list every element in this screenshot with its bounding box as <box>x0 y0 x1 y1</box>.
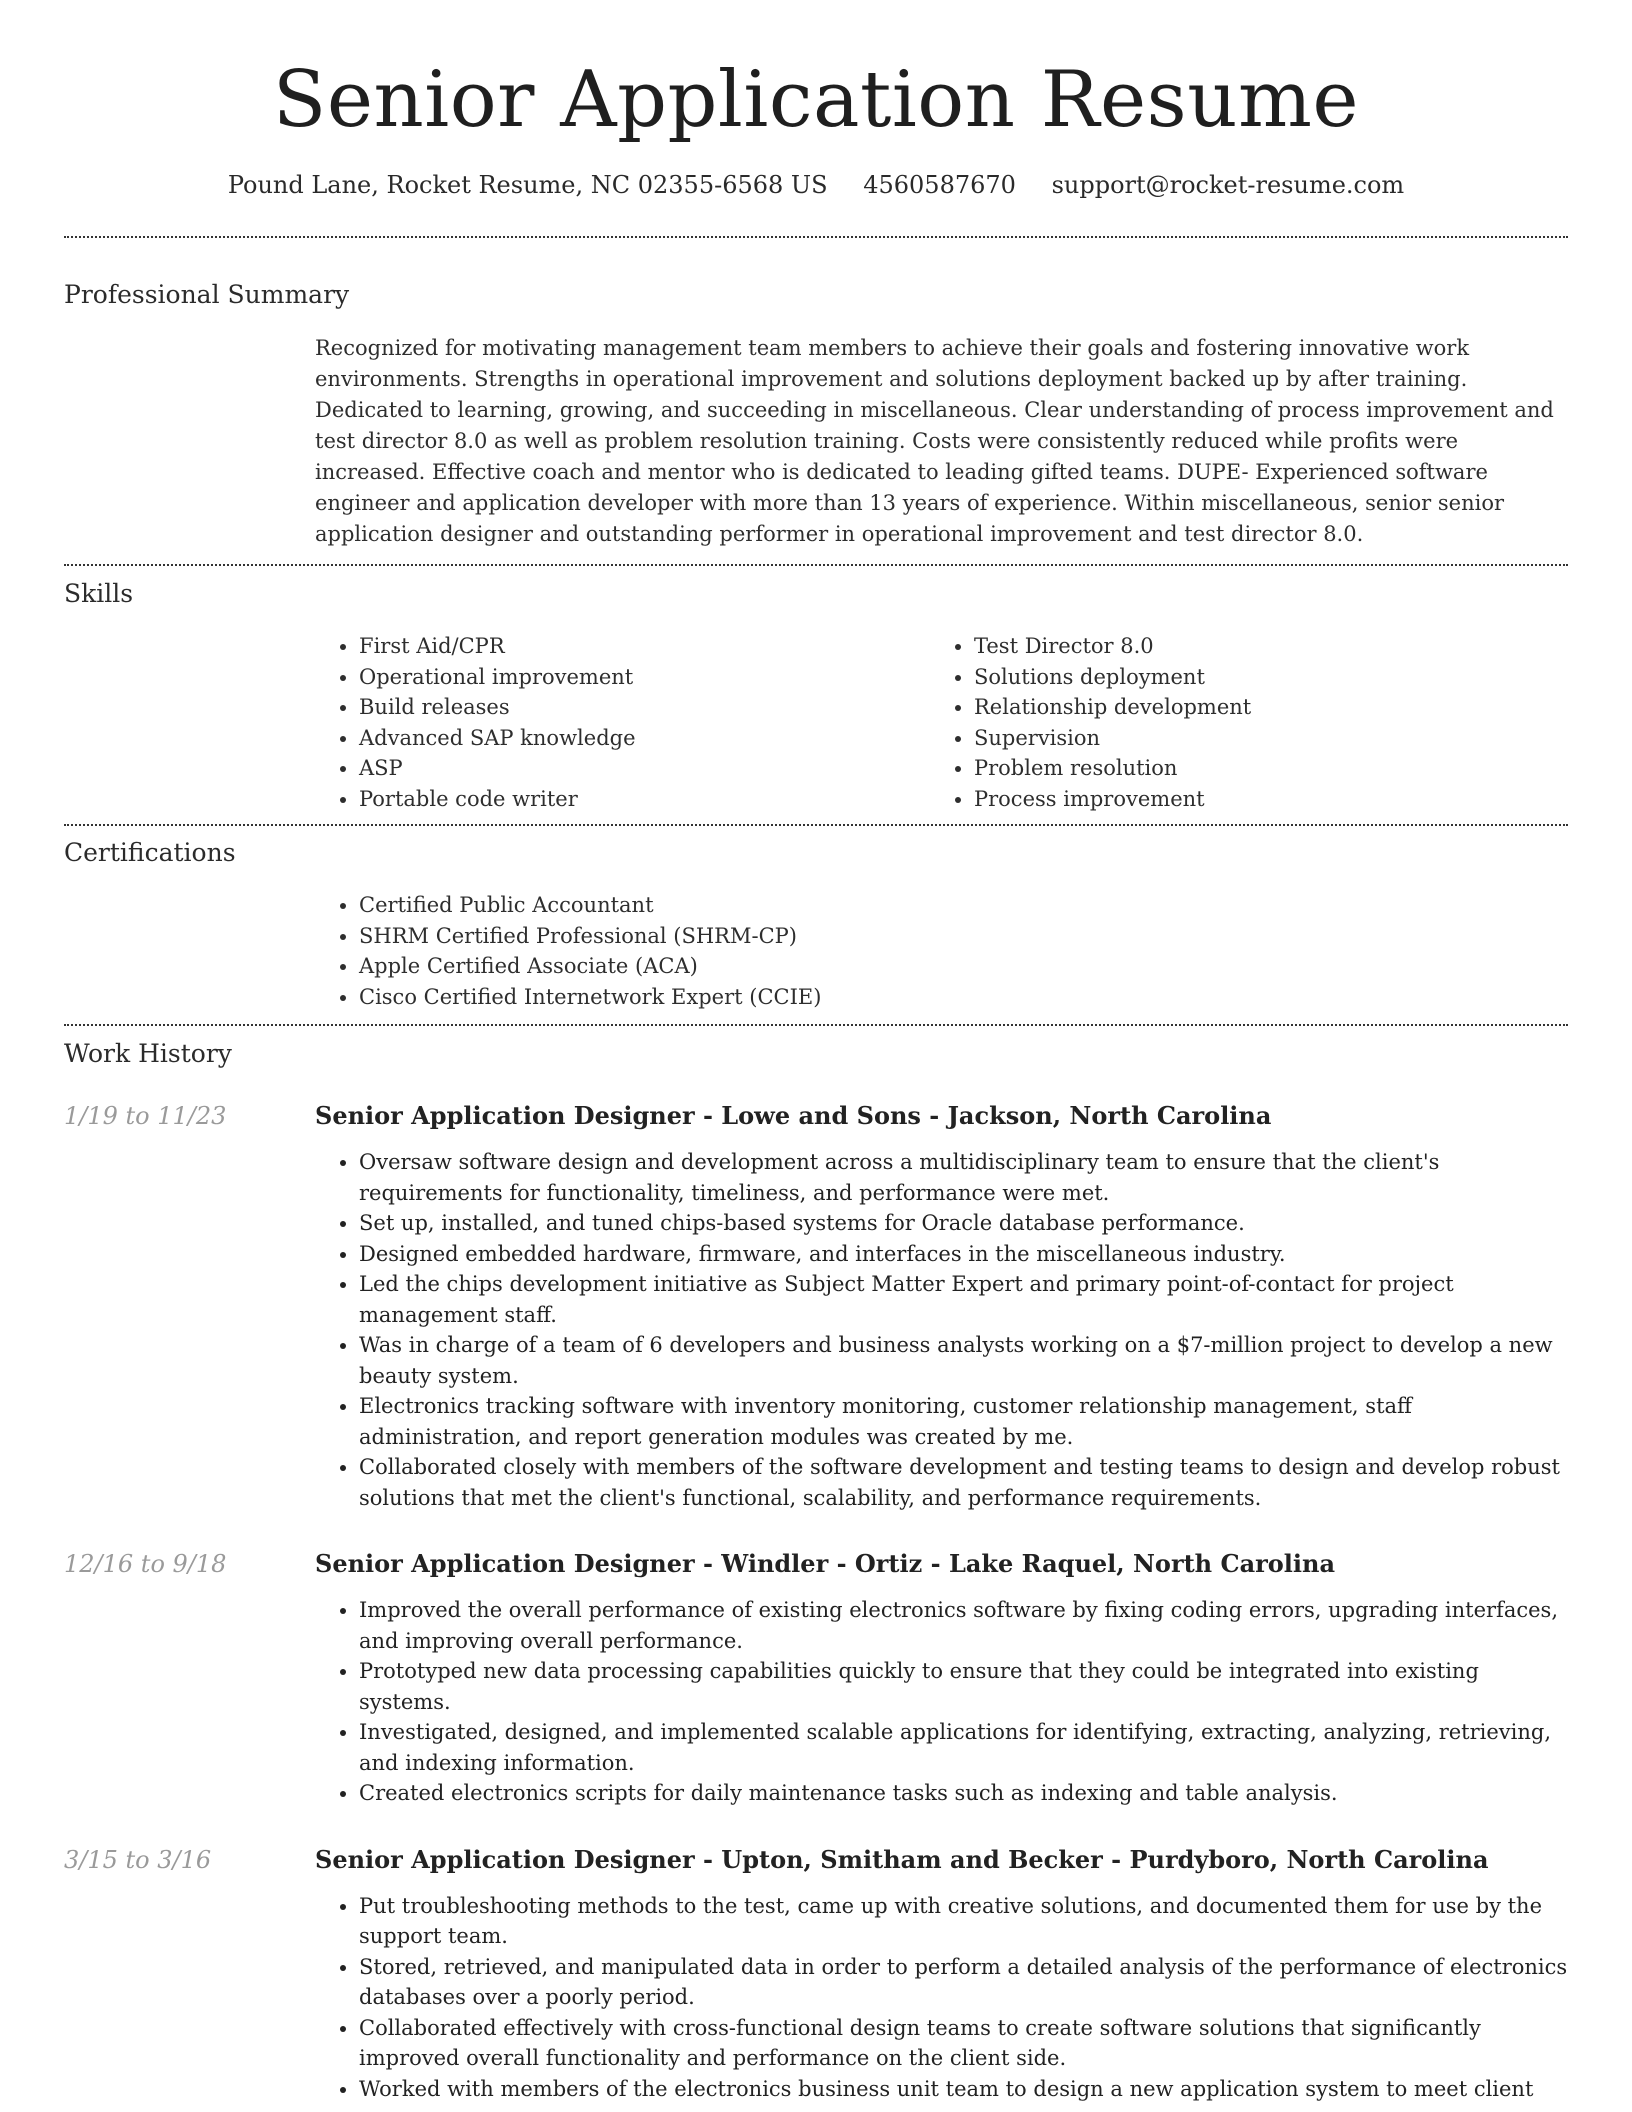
job-bullet: • Worked with members of the electronics business unit team to design a new application system to meet client <box>359 2074 1568 2105</box>
skill-item: • First Aid/CPR <box>359 631 930 662</box>
certification-item: • Apple Certified Associate (ACA) <box>359 951 1568 982</box>
job-bullet: • Investigated, designed, and implemented scalable applications for identifying, extracting, analyzing, retrieving, and indexing information. <box>359 1717 1568 1778</box>
job-bullet: • Improved the overall performance of existing electronics software by fixing coding errors, upgrading interfaces, and improving overall performance. <box>359 1595 1568 1656</box>
skills-list-left <box>315 631 930 814</box>
skills-grid <box>315 631 1568 824</box>
skill-item: • Supervision <box>974 723 1545 754</box>
job-details <box>315 1099 1568 1513</box>
job-bullets <box>315 1147 1568 1513</box>
certifications-section <box>64 826 1568 1024</box>
job-title: Senior Application Designer - Upton, Smitham and Becker - Purdyboro, North Carolina <box>315 1844 1489 1874</box>
job-bullet: • Stored, retrieved, and manipulated data in order to perform a detailed analysis of the performance of electronics databases over a poorly period. <box>359 1952 1568 2013</box>
job-entry <box>64 1547 1568 1809</box>
summary-text: Recognized for motivating management team members to achieve their goals and fostering innovative work environments. Strengths in operational improvement and solutions deployment backed up by after training. Dedicated to learning, growing, and succeeding in miscellaneous. Clear understanding of process improvement and test director 8.0 as well as problem resolution training. Costs were consistently reduced while profits were increased. Effective coach and mentor who is dedicated to leading gifted teams. DUPE- Experienced software engineer and application developer with more than 13 years of experience. Within miscellaneous, senior senior application designer and outstanding performer in operational improvement and test director 8.0. <box>315 336 1554 546</box>
contact-line <box>64 168 1568 202</box>
skills-column-right <box>930 631 1545 814</box>
job-entry <box>64 1843 1568 2105</box>
job-bullet: • Collaborated closely with members of the software development and testing teams to design and develop robust solutions that met the client's functional, scalability, and performance requirements. <box>359 1452 1568 1513</box>
job-entry <box>64 1099 1568 1513</box>
skill-item: • Relationship development <box>974 692 1545 723</box>
section-title-certifications: Certifications <box>64 838 236 867</box>
address-text: Pound Lane, Rocket Resume, NC 02355-6568 US <box>227 171 828 199</box>
job-bullet: • Created electronics scripts for daily maintenance tasks such as indexing and table analysis. <box>359 1778 1568 1809</box>
resume-page <box>64 0 1568 2104</box>
work-history-section <box>64 1026 1568 2104</box>
job-details <box>315 1843 1568 2105</box>
job-bullet: • Oversaw software design and development across a multidisciplinary team to ensure that the client's requirements for functionality, timeliness, and performance were met. <box>359 1147 1568 1208</box>
certifications-body <box>315 890 1568 1024</box>
skill-item: • Problem resolution <box>974 753 1545 784</box>
job-bullets <box>315 1595 1568 1809</box>
email-text: support@rocket-resume.com <box>1051 171 1405 199</box>
section-title-work-history: Work History <box>64 1039 232 1068</box>
job-bullet: • Was in charge of a team of 6 developers and business analysts working on a $7-million project to develop a new beauty system. <box>359 1330 1568 1391</box>
skill-item: • Process improvement <box>974 784 1545 815</box>
certification-item: • SHRM Certified Professional (SHRM-CP) <box>359 921 1568 952</box>
certification-item: • Certified Public Accountant <box>359 890 1568 921</box>
job-bullet: • Collaborated effectively with cross-functional design teams to create software solutions that significantly improved overall functionality and performance on the client side. <box>359 2013 1568 2074</box>
section-title-skills: Skills <box>64 579 134 608</box>
resume-title: Senior Application Resume <box>272 55 1360 145</box>
job-bullet: • Prototyped new data processing capabilities quickly to ensure that they could be integrated into existing systems. <box>359 1656 1568 1717</box>
skills-body <box>315 631 1568 824</box>
job-bullets <box>315 1891 1568 2105</box>
certification-item: • Cisco Certified Internetwork Expert (CCIE) <box>359 982 1568 1013</box>
skills-list-right <box>930 631 1545 814</box>
skill-item: • Operational improvement <box>359 662 930 693</box>
job-dates: 3/15 to 3/16 <box>64 1845 212 1874</box>
professional-summary-section <box>64 238 1568 564</box>
skill-item: • Solutions deployment <box>974 662 1545 693</box>
job-dates: 12/16 to 9/18 <box>64 1550 227 1578</box>
job-title: Senior Application Designer - Lowe and Sons - Jackson, North Carolina <box>315 1101 1272 1130</box>
job-bullet: • Set up, installed, and tuned chips-based systems for Oracle database performance. <box>359 1208 1568 1239</box>
job-details <box>315 1547 1568 1809</box>
job-dates: 1/19 to 11/23 <box>64 1102 227 1130</box>
skill-item: • Advanced SAP knowledge <box>359 723 930 754</box>
skill-item: • Portable code writer <box>359 784 930 815</box>
job-title: Senior Application Designer - Windler - Ortiz - Lake Raquel, North Carolina <box>315 1549 1336 1578</box>
job-bullet: • Designed embedded hardware, firmware, and interfaces in the miscellaneous industry. <box>359 1239 1568 1270</box>
certifications-list <box>315 890 1568 1012</box>
skills-section <box>64 566 1568 824</box>
phone-text: 4560587670 <box>863 171 1016 199</box>
skill-item: • ASP <box>359 753 930 784</box>
job-bullet: • Put troubleshooting methods to the test, came up with creative solutions, and documented them for use by the support team. <box>359 1891 1568 1952</box>
section-title-summary: Professional Summary <box>64 280 350 309</box>
skills-column-left <box>315 631 930 814</box>
skill-item: • Build releases <box>359 692 930 723</box>
job-bullet: • Led the chips development initiative as Subject Matter Expert and primary point-of-contact for project management staff. <box>359 1269 1568 1330</box>
skill-item: • Test Director 8.0 <box>974 631 1545 662</box>
job-bullet: • Electronics tracking software with inventory monitoring, customer relationship management, staff administration, and report generation modules was created by me. <box>359 1391 1568 1452</box>
